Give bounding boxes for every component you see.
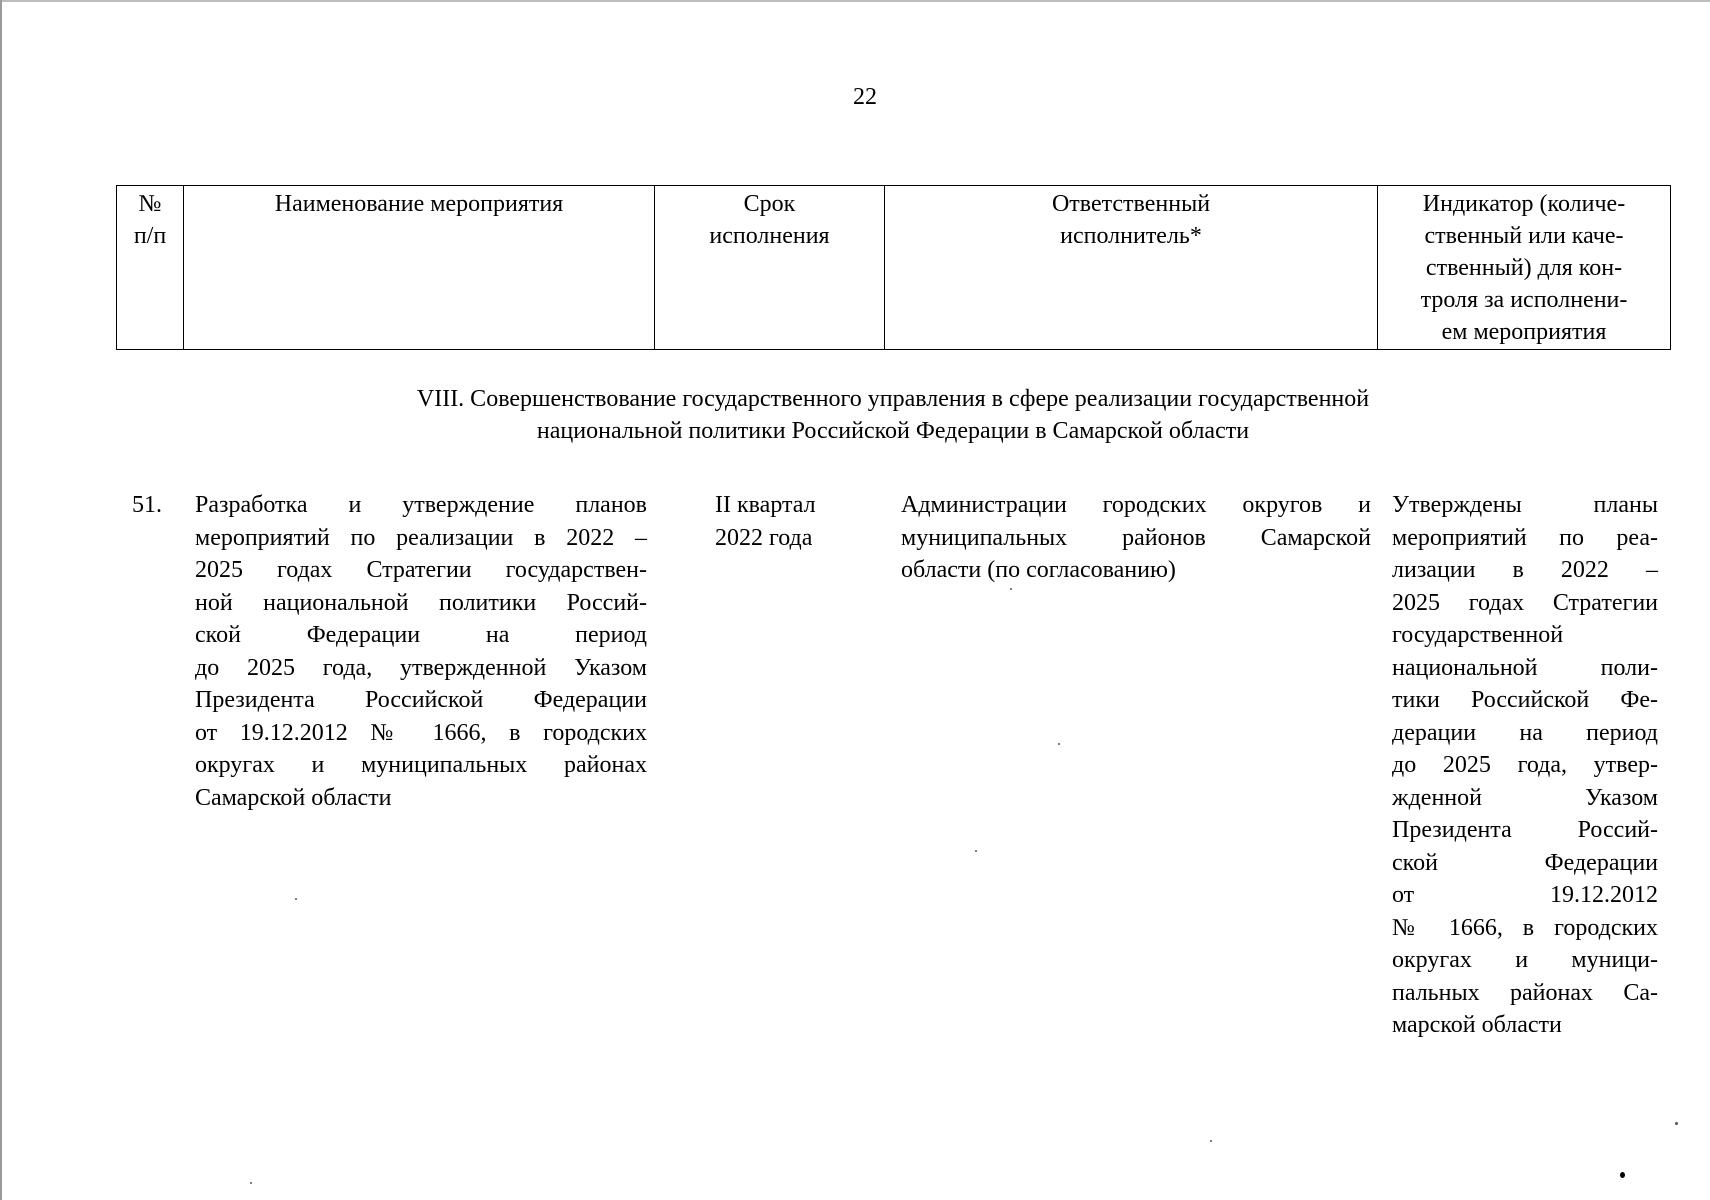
header-cell-responsible [885, 186, 1378, 350]
scan-speck [295, 898, 297, 900]
scan-speck [1675, 1122, 1678, 1125]
header-cell-number [117, 186, 184, 350]
row-indicator-line: округах и муници- [1392, 947, 1658, 973]
row-responsible-line: Администрации городских округов и [901, 492, 1371, 518]
scan-speck [975, 850, 977, 852]
header-number-line: п/п [133, 223, 167, 249]
row-indicator-line: тики Российской Фе- [1392, 687, 1658, 713]
row-indicator-line: от 19.12.2012 [1392, 882, 1658, 908]
table-header [116, 185, 1671, 350]
row-indicator-line: дерации на период [1392, 719, 1658, 746]
scan-speck [250, 1182, 252, 1184]
row-name-line: от 19.12.2012 № 1666, в городских [195, 719, 647, 746]
row-name-line: 2025 годах Стратегии государствен- [195, 557, 647, 583]
row-responsible-line: области (по согласованию) [901, 557, 1176, 583]
page-top-edge [0, 0, 1710, 6]
row-name-line: ной национальной политики Россий- [195, 589, 647, 616]
row-indicator-line: жденной Указом [1392, 784, 1658, 811]
scan-speck [1010, 588, 1012, 590]
header-indicator-line: троля за исполнени- [1420, 287, 1628, 313]
section-title [116, 383, 1670, 447]
header-cell-term [655, 186, 885, 350]
header-name-line: Наименование мероприятия [274, 191, 564, 217]
row-name-line: Разработка и утверждение планов [195, 492, 647, 518]
row-indicator-line: ской Федерации [1392, 849, 1658, 876]
row-indicator-line: 2025 годах Стратегии [1392, 589, 1658, 616]
row-term-line: 2022 года [715, 524, 813, 551]
header-indicator-line: ственный) для кон- [1425, 255, 1623, 281]
row-indicator-line: мероприятий по реа- [1392, 524, 1658, 551]
row-responsible-line: муниципальных районов Самарской [901, 524, 1371, 551]
row-indicator-line: до 2025 года, утвер- [1392, 752, 1658, 778]
row-responsible [901, 489, 1371, 587]
section-title-line: VIII. Совершенствование государственного управления в сфере реализации государственной [416, 386, 1370, 412]
page-left-edge [0, 0, 2, 1200]
header-responsible-line: Ответственный [1051, 191, 1211, 217]
header-cell-indicator [1378, 186, 1671, 350]
page-number: 22 [853, 84, 877, 110]
row-number: 51. [132, 492, 162, 518]
row-indicator-line: Утверждены планы [1392, 492, 1658, 518]
header-number-line: № [138, 191, 162, 217]
header-term-line: исполнения [709, 223, 830, 249]
row-term-line: II квартал [715, 492, 816, 518]
row-activity-name [195, 489, 647, 814]
row-indicator-line: лизации в 2022 – [1392, 557, 1658, 583]
row-indicator-line: государственной [1392, 622, 1564, 648]
row-name-line: Президента Российской Федерации [195, 687, 647, 713]
row-indicator-line: № 1666, в городских [1392, 914, 1658, 941]
row-indicator-line: пальных районах Са- [1392, 979, 1658, 1006]
header-indicator-line: ем мероприятия [1441, 319, 1607, 345]
row-name-line: Самарской области [195, 784, 392, 811]
row-name-line: до 2025 года, утвержденной Указом [195, 654, 647, 681]
header-responsible-line: исполнитель* [1060, 223, 1202, 249]
row-indicator [1392, 489, 1658, 1042]
scan-speck [1620, 1172, 1625, 1178]
scan-speck [1058, 743, 1060, 745]
section-title-line: национальной политики Российской Федерации в Самарской области [536, 418, 1250, 444]
row-name-line: мероприятий по реализации в 2022 – [195, 524, 647, 551]
header-cell-name [184, 186, 655, 350]
row-name-line: округах и муниципальных районах [195, 752, 647, 778]
scan-speck [1210, 1140, 1212, 1142]
row-indicator-line: Президента Россий- [1392, 817, 1658, 843]
row-indicator-line: марской области [1392, 1012, 1562, 1038]
row-name-line: ской Федерации на период [195, 622, 647, 648]
header-indicator-line: ственный или каче- [1424, 223, 1624, 249]
row-term [715, 489, 845, 554]
header-indicator-line: Индикатор (количе- [1422, 191, 1626, 217]
row-indicator-line: национальной поли- [1392, 654, 1658, 681]
header-term-line: Срок [743, 191, 796, 217]
